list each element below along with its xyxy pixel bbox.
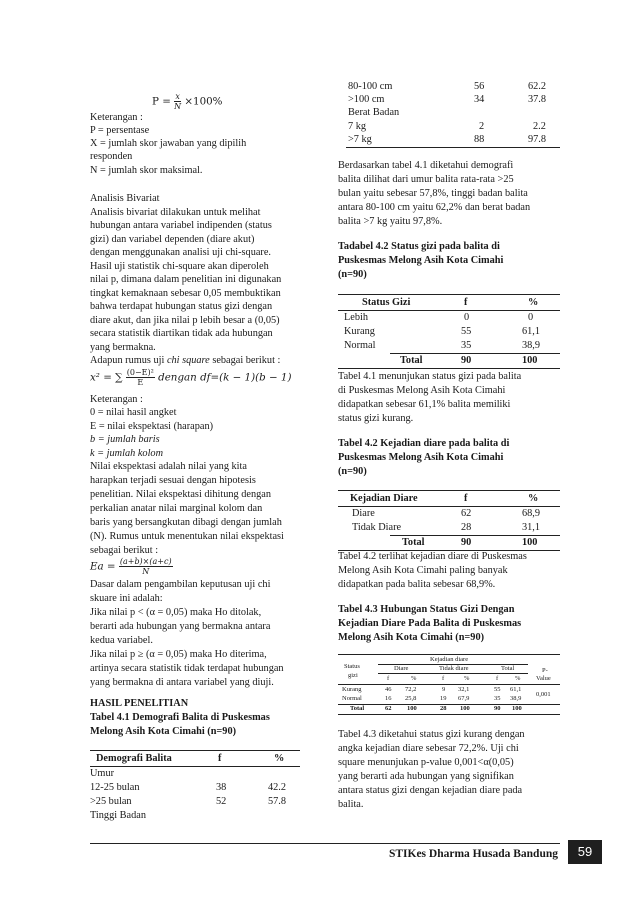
paragraph-line: berarti ada hubungan yang bermakna antara — [90, 621, 271, 632]
paragraph-line: didapatkan pada balita sebesar 68,9%. — [338, 579, 496, 590]
table-header: P- — [542, 667, 548, 674]
footer-divider — [90, 843, 560, 844]
table-total: 100 — [512, 705, 522, 712]
table-cell: Normal — [342, 695, 362, 702]
paragraph-line: Melong Asih Kota Cimahi paling banyak — [338, 565, 508, 576]
table-cell: 2.2 — [533, 121, 546, 132]
keterangan-1-line: X = jumlah skor jawaban yang dipilih — [90, 138, 247, 149]
table-header: Value — [536, 675, 551, 682]
table-cell: 57.8 — [268, 796, 287, 807]
page-number: 59 — [568, 840, 602, 864]
formula-expectation: Ea = $\frac{(a+b)\times(a+c)}{N}$ — [90, 557, 172, 576]
table-subheader: f — [442, 675, 445, 682]
table-total: 100 — [460, 705, 470, 712]
table-total: 100 — [522, 355, 538, 366]
table-cell: 38 — [216, 782, 227, 793]
table-header: f — [464, 297, 468, 308]
table-cell: 61,1 — [522, 326, 541, 337]
keterangan-2-line: k = jumlah kolom — [90, 448, 164, 459]
table-cell: 46 — [385, 686, 392, 693]
table-cell: 88 — [474, 134, 485, 145]
table-cell: 55 — [494, 686, 501, 693]
paragraph-line: secara statistik diartikan tidak ada hubungan — [90, 328, 273, 339]
bivariat-title: Analisis Bivariat — [90, 193, 160, 204]
table-subheader: f — [387, 675, 390, 682]
table-cell: 62 — [461, 508, 472, 519]
table-total: 62 — [385, 705, 392, 712]
table-cell: Umur — [90, 768, 115, 779]
table-cell: 56 — [474, 81, 485, 92]
table-cell: 0 — [528, 312, 534, 323]
paragraph-line: Tabel 4.2 terlihat kejadian diare di Puskesmas — [338, 551, 527, 562]
paragraph-line: status gizi kurang. — [338, 413, 414, 424]
footer-institution: STIKes Dharma Husada Bandung — [388, 848, 558, 860]
table-total: Total — [400, 355, 423, 366]
table-header: % — [274, 753, 285, 764]
keterangan-1-line: P = persentase — [90, 125, 150, 136]
paragraph-line: kedua variabel. — [90, 635, 153, 646]
keterangan-2-line: E = nilai ekspektasi (harapan) — [90, 421, 214, 432]
paragraph-line: yang bermakna. — [90, 342, 156, 353]
table-total: Total — [350, 705, 365, 712]
paragraph-line: diare akut, dan jika nilai p lebih besar a (0,05) — [90, 315, 280, 326]
table-cell: 12-25 bulan — [90, 782, 140, 793]
paragraph-line: artinya secara statistik tidak terdapat hubungan — [90, 663, 284, 674]
paragraph-line: dengan menggunakan analisi uji chi-square. — [90, 247, 271, 258]
table-cell: Normal — [344, 340, 376, 351]
table-cell: 38,9 — [510, 695, 522, 702]
keterangan-2-line: b = jumlah baris — [90, 434, 160, 445]
table-cell: 62.2 — [528, 81, 547, 92]
paragraph-line: yang bermakna di antara variabel yang diuji. — [90, 677, 274, 688]
rumus-intro: Adapun rumus uji chi square sebagai berikut : — [90, 355, 281, 366]
table-cell: 67,9 — [458, 695, 470, 702]
hasil-title: HASIL PENELITIAN — [90, 698, 189, 709]
paragraph-line: bahwa terdapat hubungan status gizi dengan — [90, 301, 273, 312]
table-subheader: % — [464, 675, 470, 682]
table-header: % — [528, 297, 539, 308]
table-total: 90 — [461, 355, 472, 366]
table-4-2a-title: (n=90) — [338, 269, 367, 280]
paragraph-line: antara 80-100 cm yaitu 62,2% dan berat badan — [338, 202, 531, 213]
table-cell: Kurang — [344, 326, 375, 337]
table-total: 100 — [522, 537, 538, 548]
paragraph-line: di Puskesmas Melong Asih Kota Cimahi — [338, 385, 506, 396]
table-cell: Kurang — [342, 686, 362, 693]
table-cell: Diare — [352, 508, 375, 519]
table-total: 90 — [494, 705, 501, 712]
table-cell: >100 cm — [348, 94, 385, 105]
paragraph-line: Analisis bivariat dilakukan untuk melihat — [90, 207, 261, 218]
paragraph-line: balita >7 kg yaitu 97,8%. — [338, 216, 443, 227]
table-cell: 7 kg — [348, 121, 367, 132]
table-header: % — [528, 493, 539, 504]
paragraph-line: tingkat kemaknaan sebesar 0,05 membuktikan — [90, 288, 281, 299]
table-cell: >7 kg — [348, 134, 372, 145]
table-4-2b-title: Tabel 4.2 Kejadian diare pada balita di — [338, 438, 510, 449]
table-header: f — [464, 493, 468, 504]
paragraph-line: square menunjukan p-value 0,001<α(0,05) — [338, 757, 514, 768]
table-cell: 19 — [440, 695, 447, 702]
table-cell: 61,1 — [510, 686, 522, 693]
table-total: 28 — [440, 705, 447, 712]
paragraph-line: hubungan antara variabel indipenden (status — [90, 220, 272, 231]
table-4-2a-title: Tadabel 4.2 Status gizi pada balita di — [338, 241, 500, 252]
paragraph-line: balita. — [338, 799, 364, 810]
paragraph-line: perkalian anatar nilai marginal kolom dan — [90, 503, 263, 514]
table-header: Status Gizi — [362, 297, 411, 308]
table-cell: 32,1 — [458, 686, 470, 693]
table-4-2b-title: Puskesmas Melong Asih Kota Cimahi — [338, 452, 504, 463]
table-header: gizi — [348, 672, 358, 679]
table-cell: 80-100 cm — [348, 81, 393, 92]
table-cell: 25,8 — [405, 695, 417, 702]
table-total: 90 — [461, 537, 472, 548]
paragraph-line: Jika nilai p < (α = 0,05) maka Ho ditolak, — [90, 607, 262, 618]
table-subheader: f — [496, 675, 499, 682]
paragraph-line: Jika nilai p ≥ (α = 0,05) maka Ho diterima, — [90, 649, 267, 660]
table-cell: 2 — [479, 121, 485, 132]
table-cell: 55 — [461, 326, 472, 337]
paragraph-line: sebagai berikut : — [90, 545, 159, 556]
table-cell: Tinggi Badan — [90, 810, 146, 821]
paragraph-line: harapkan terjadi sesuai dengan hipotesis — [90, 475, 256, 486]
table-cell: 35 — [461, 340, 472, 351]
table-header: Kejadian diare — [430, 656, 469, 663]
table-cell: 28 — [461, 522, 472, 533]
table-cell: 31,1 — [522, 522, 541, 533]
paragraph-line: gizi) dan variabel dependen (diare akut) — [90, 234, 255, 245]
table-cell: 42.2 — [268, 782, 287, 793]
table-header: f — [218, 753, 222, 764]
table-cell: 38,9 — [522, 340, 541, 351]
table-header: Status — [344, 663, 360, 670]
paragraph-line: Tabel 4.3 diketahui status gizi kurang dengan — [338, 729, 525, 740]
table-header: Kejadian Diare — [350, 493, 418, 504]
paragraph-line: nilai p, dimana dalam penelitian ini digunakan — [90, 274, 282, 285]
table-cell: 34 — [474, 94, 485, 105]
table-cell: 9 — [442, 686, 446, 693]
paragraph-line: baris yang bersangkutan dibagi dengan jumlah — [90, 517, 282, 528]
table-total: 100 — [407, 705, 417, 712]
paragraph-line: Berdasarkan tabel 4.1 diketahui demografi — [338, 160, 514, 171]
paragraph-line: Dasar dalam pengambilan keputusan uji chi — [90, 579, 271, 590]
table-cell: 97.8 — [528, 134, 547, 145]
table-4-1-title: Tabel 4.1 Demografi Balita di Puskesmas — [90, 712, 270, 723]
table-cell: 72,2 — [405, 686, 417, 693]
table-pvalue: 0,001 — [536, 691, 551, 698]
table-cell: 37.8 — [528, 94, 547, 105]
keterangan-1-line: responden — [90, 151, 133, 162]
table-subheader: % — [515, 675, 521, 682]
table-4-2b-title: (n=90) — [338, 466, 367, 477]
table-4-3-title: Melong Asih Kota Cimahi (n=90) — [338, 632, 485, 643]
paragraph-line: bulan yaitu sebesar 57,8%, tinggi badan balita — [338, 188, 528, 199]
table-4-2a-title: Puskesmas Melong Asih Kota Cimahi — [338, 255, 504, 266]
table-cell: 52 — [216, 796, 227, 807]
table-cell: Tidak Diare — [352, 522, 402, 533]
table-4-3-title: Kejadian Diare Pada Balita di Puskesmas — [338, 618, 522, 629]
table-header: Diare — [394, 665, 409, 672]
keterangan-1-line: N = jumlah skor maksimal. — [90, 165, 203, 176]
table-cell: Berat Badan — [348, 107, 400, 118]
paragraph-line: Tabel 4.1 menunjukan status gizi pada balita — [338, 371, 522, 382]
table-cell: 35 — [494, 695, 501, 702]
table-4-3-title: Tabel 4.3 Hubungan Status Gizi Dengan — [338, 604, 515, 615]
paragraph-line: Hasil uji statistik chi-square akan diperoleh — [90, 261, 269, 272]
table-header: Tidak diare — [439, 665, 469, 672]
table-cell: Lebih — [344, 312, 369, 323]
paragraph-line: antara status gizi dengan kejadian diare pada — [338, 785, 523, 796]
paragraph-line: angka kejadian diare sebesar 72,2%. Uji chi — [338, 743, 519, 754]
paragraph-line: balita dilihat dari umur balita rata-rata >25 — [338, 174, 514, 185]
table-cell: >25 bulan — [90, 796, 132, 807]
keterangan-1-title: Keterangan : — [90, 112, 143, 123]
formula-percentage: P = $\frac{x}{N}$ ×100% — [152, 92, 223, 111]
table-cell: 0 — [464, 312, 470, 323]
paragraph-line: didapatkan sebesar 61,1% balita memiliki — [338, 399, 511, 410]
paragraph-line: yang berarti ada hubungan yang signifikan — [338, 771, 514, 782]
table-subheader: % — [411, 675, 417, 682]
table-cell: 68,9 — [522, 508, 541, 519]
table-cell: 16 — [385, 695, 392, 702]
table-header: Demografi Balita — [96, 753, 172, 764]
paragraph-line: (N). Rumus untuk menentukan nilai ekspektasi — [90, 531, 284, 542]
table-header: Total — [501, 665, 515, 672]
paragraph-line: Nilai ekspektasi adalah nilai yang kita — [90, 461, 247, 472]
table-4-1-title: Melong Asih Kota Cimahi (n=90) — [90, 726, 237, 737]
paragraph-line: skuare ini adalah: — [90, 593, 163, 604]
formula-chi-square: x² = ∑ $\frac{\text{(0−E)²}}{E}$ dengan df=(k − 1)(b − 1) — [90, 368, 292, 387]
keterangan-2-title: Keterangan : — [90, 394, 143, 405]
table-total: Total — [402, 537, 425, 548]
keterangan-2-line: 0 = nilai hasil angket — [90, 407, 177, 418]
paragraph-line: penelitian. Nilai ekspektasi dihitung dengan — [90, 489, 272, 500]
